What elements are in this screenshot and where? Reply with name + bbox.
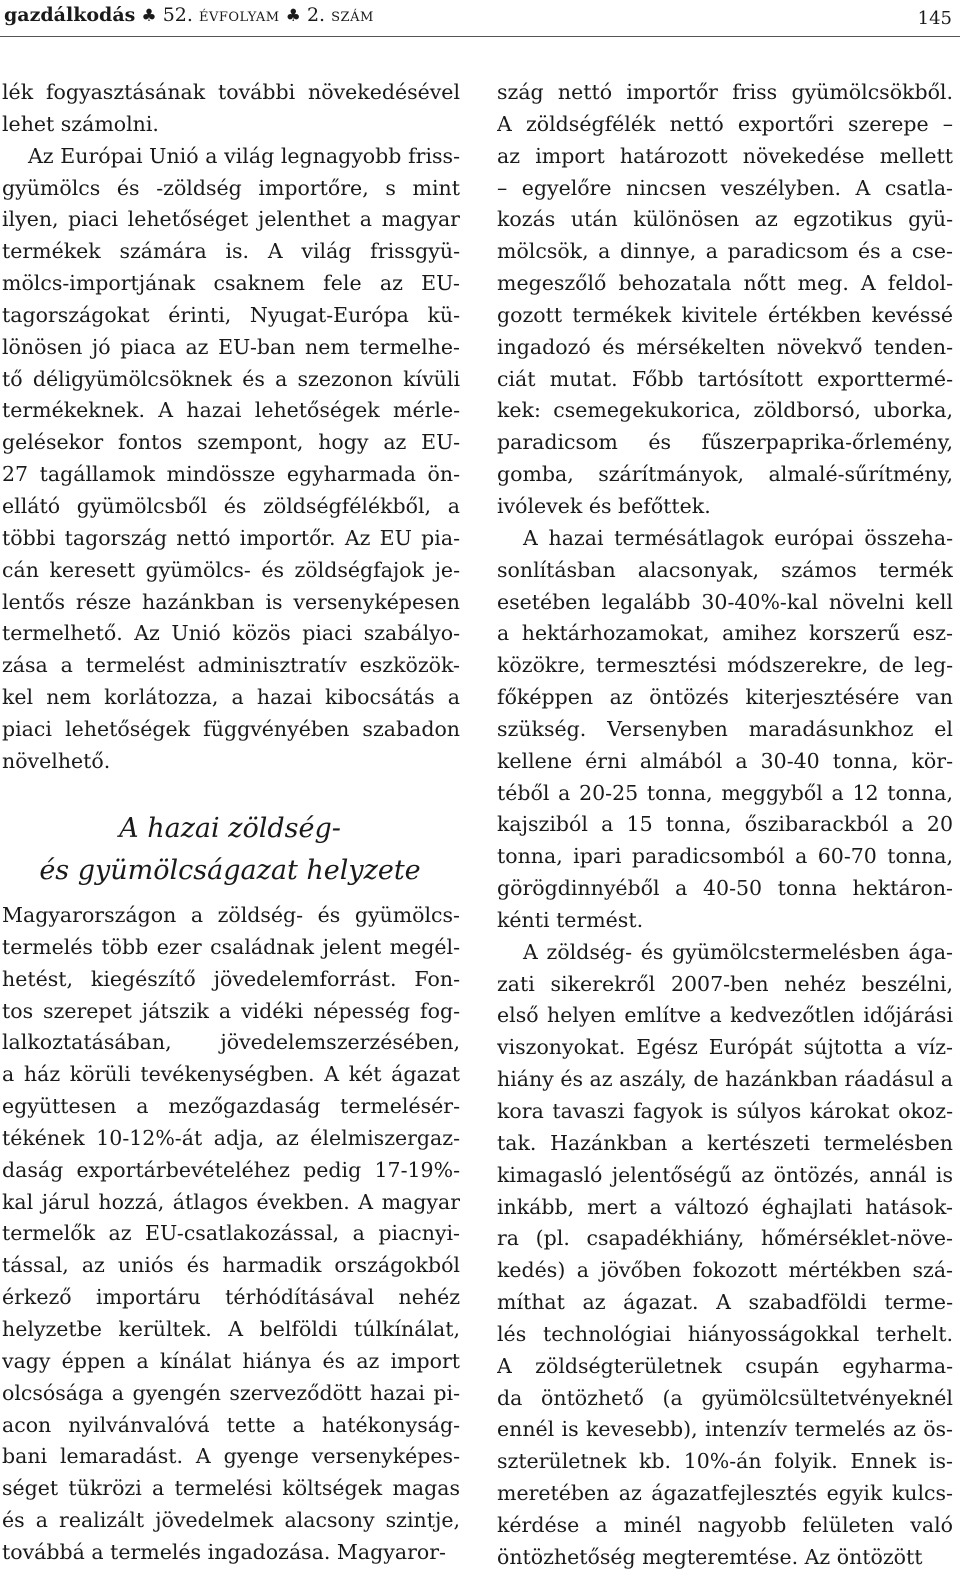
text-line: sonlításban alacsonyak, számos termék — [497, 557, 953, 582]
text-line: gelésekor fontos szempont, hogy az EU- — [2, 430, 460, 455]
text-line: szükség. Versenyben maradásunkhoz el — [497, 716, 953, 741]
text-line: kora tavaszi fagyok is súlyos károkat okoz- — [497, 1099, 953, 1123]
text-line: ivólevek és befőttek. — [497, 493, 711, 518]
text-line: közökre, termesztési módszerekre, de leg- — [497, 653, 953, 678]
text-line: első helyen említve a kedvezőtlen időjárási — [497, 1003, 953, 1028]
right-column — [497, 77, 953, 1574]
text-line: piaci lehetőségek függvényében szabadon — [2, 716, 460, 741]
text-line: daság exportárbevételéhez pedig 17-19%- — [2, 1157, 460, 1182]
text-line: gomba, szárítmányok, almalé-sűrítmény, — [497, 462, 953, 487]
text-line: acon nyilvánvalóvá tette a hatékonyság- — [2, 1412, 460, 1437]
text-line: – egyelőre nincsen veszélyben. A csatla- — [497, 175, 953, 200]
text-line: lentős része hazánkban is versenyképesen — [2, 589, 460, 614]
text-line: paradicsom és fűszerpaprika-őrlemény, — [497, 430, 953, 455]
text-line: ingadozó és mérsékelten növekvő tenden- — [497, 334, 953, 359]
text-line: lehet számolni. — [2, 111, 159, 136]
text-line: mölcs-importjának csaknem fele az EU- — [2, 271, 460, 296]
text-line: kellene érni almából a 30-40 tonna, kör- — [497, 748, 953, 773]
text-line: termelők az EU-csatlakozással, a piacnyi- — [2, 1221, 460, 1246]
text-line: séget tükrözi a termelési költségek magas — [2, 1476, 460, 1501]
text-line: és a realizált jövedelmek alacsony szintje, — [2, 1508, 460, 1533]
text-line: tos szerepet játszik a vidéki népesség fog- — [2, 998, 460, 1023]
text-line: bani lemaradást. A gyenge versenyképes- — [2, 1444, 460, 1469]
text-line: Magyarországon a zöldség- és gyümölcs- — [2, 903, 460, 927]
text-line: kénti termést. — [497, 907, 644, 932]
running-header — [0, 0, 960, 36]
text-line: kozás után különösen az egzotikus gyü- — [497, 207, 953, 232]
text-line: A zöldség- és gyümölcstermelésben ága- — [523, 939, 953, 964]
text-line: ra (pl. csapadékhiány, hőmérséklet-növe- — [497, 1226, 953, 1251]
text-line: lönösen jó piaca az EU-ban nem termelhe- — [2, 334, 460, 359]
club-icon: ♣ — [141, 6, 157, 26]
volume-label: ÉVFOLYAM — [198, 10, 280, 25]
section-heading-line: A hazai zöldség- — [119, 813, 341, 844]
text-line: szág nettó importőr friss gyümölcsökből. — [497, 80, 953, 104]
volume-number: 52. — [162, 4, 193, 26]
text-line: A zöldségterületnek csupán egyharma- — [497, 1353, 953, 1378]
text-line: téből a 20-25 tonna, meggyből a 12 tonna, — [497, 780, 953, 805]
text-line: kedés) a jövőben fokozott mértékben szá- — [497, 1258, 953, 1283]
text-line: tő déligyümölcsöknek és a szezonon kívüli — [2, 366, 460, 391]
text-line: termelés több ezer családnak jelent megél- — [2, 934, 460, 959]
text-line: kel nem korlátozza, a hazai kibocsátás a — [2, 685, 460, 710]
page-number: 145 — [917, 8, 952, 29]
text-line: főképpen az öntözés kiterjesztésére van — [497, 685, 953, 710]
text-line: kal járul hozzá, átlagos években. A magyar — [2, 1189, 460, 1214]
text-line: zati sikerekről 2007-ben nehéz beszélni, — [497, 971, 953, 996]
text-line: hiány és az aszály, de hazánkban ráadásul a — [497, 1067, 953, 1092]
text-line: inkább, mert a változó éghajlati hatások- — [497, 1194, 953, 1219]
text-line: lés technológiai hiányosságokkal terhelt. — [497, 1321, 953, 1346]
text-line: szterületnek kb. 10%-án folyik. Ennek is- — [497, 1449, 953, 1474]
issue-label: SZÁM — [331, 10, 374, 25]
text-line: növelhető. — [2, 748, 111, 773]
text-line: az import határozott növekedése mellett — [497, 143, 953, 168]
text-line: többi tagország nettó importőr. Az EU pia- — [2, 525, 460, 550]
text-line: együttesen a mezőgazdaság termelésér- — [2, 1094, 460, 1119]
text-line: mölcsök, a dinnye, a paradicsom és a cse- — [497, 239, 953, 264]
section-heading-line: és gyümölcságazat helyzete — [39, 855, 421, 886]
text-line: zása a termelést adminisztratív eszközök- — [2, 653, 460, 678]
text-line: ennél is kevesebb), intenzív termelés az ös- — [497, 1417, 953, 1442]
text-line: míthat az ágazat. A szabadföldi terme- — [497, 1290, 953, 1315]
text-line: meretében az ágazatfejlesztés egyik kulcs- — [497, 1481, 953, 1506]
journal-name: gazdálkodás — [4, 4, 136, 26]
text-line: ilyen, piaci lehetőséget jelenthet a magyar — [2, 207, 460, 232]
text-line: tonna, ipari paradicsomból a 60-70 tonna, — [497, 844, 953, 869]
section-heading — [0, 808, 460, 892]
text-line: továbbá a termelés ingadozása. Magyaror- — [2, 1539, 446, 1564]
text-line: viszonyokat. Egész Európát sújtotta a víz- — [497, 1035, 953, 1060]
text-line: Az Európai Unió a világ legnagyobb friss- — [28, 143, 460, 168]
journal-masthead — [4, 4, 374, 26]
text-line: kajsziból a 15 tonna, őszibarackból a 20 — [497, 812, 953, 837]
text-line: görögdinnyéből a 40-50 tonna hektáron- — [497, 876, 953, 901]
text-line: termelhető. Az Unió közös piaci szabályo- — [2, 621, 460, 646]
text-line: érkező importáru térhódításával nehéz — [2, 1285, 460, 1310]
text-line: tagországokat érinti, Nyugat-Európa kü- — [2, 302, 460, 327]
text-line: tékének 10-12%-át adja, az élelmiszergaz- — [2, 1125, 460, 1150]
text-line: A hazai termésátlagok európai összeha- — [523, 525, 953, 550]
text-line: kérdése a minél nagyobb felületen való — [497, 1512, 953, 1537]
text-line: öntözhetőség megteremtése. Az öntözött — [497, 1544, 923, 1569]
text-line: lék fogyasztásának további növekedésével — [2, 80, 460, 104]
issue-number: 2. — [306, 4, 326, 26]
text-line: ciát mutat. Főbb tartósított exporttermé- — [497, 366, 953, 391]
text-line: a ház körüli tevékenységben. A két ágazat — [2, 1062, 460, 1087]
text-line: termékeknek. A hazai lehetőségek mérle- — [2, 398, 460, 423]
text-line: a hektárhozamokat, amihez korszerű esz- — [497, 621, 953, 646]
text-line: gyümölcs és -zöldség importőre, s mint — [2, 175, 460, 200]
text-line: cán keresett gyümölcs- és zöldségfajok je- — [2, 557, 460, 582]
text-line: lalkoztatásában, jövedelemszerzésében, — [2, 1030, 460, 1055]
club-icon: ♣ — [285, 6, 301, 26]
header-rule — [0, 36, 960, 37]
text-line: da öntözhető (a gyümölcsültetvényeknél — [497, 1385, 953, 1410]
text-line: termékek számára is. A világ frissgyü- — [2, 239, 460, 264]
text-line: kimagasló jelentőségű az öntözés, annál is — [497, 1162, 953, 1187]
text-line: ellátó gyümölcsből és zöldségfélékből, a — [2, 493, 460, 518]
text-line: megeszőlő behozatala nőtt meg. A feldol- — [497, 271, 953, 296]
text-line: tással, az uniós és harmadik országokból — [2, 1253, 460, 1278]
left-column-top — [2, 77, 460, 778]
text-line: esetében legalább 30-40%-kal növelni kell — [497, 589, 953, 614]
text-line: A zöldségfélék nettó exportőri szerepe – — [497, 111, 953, 136]
text-line: hetést, kiegészítő jövedelemforrást. Fon- — [2, 966, 460, 991]
text-line: 27 tagállamok mindössze egyharmada ön- — [2, 462, 460, 487]
text-line: tak. Hazánkban a kertészeti termelésben — [497, 1130, 953, 1155]
text-line: gozott termékek kivitele értékben kevéssé — [497, 302, 953, 327]
text-line: vagy éppen a kínálat hiánya és az import — [2, 1348, 460, 1373]
text-line: kek: csemegekukorica, zöldborsó, uborka, — [497, 398, 953, 423]
left-column-bottom — [2, 900, 460, 1569]
text-line: helyzetbe kerültek. A belföldi túlkínálat, — [2, 1316, 460, 1341]
text-line: olcsósága a gyengén szerveződött hazai pi- — [2, 1380, 460, 1405]
